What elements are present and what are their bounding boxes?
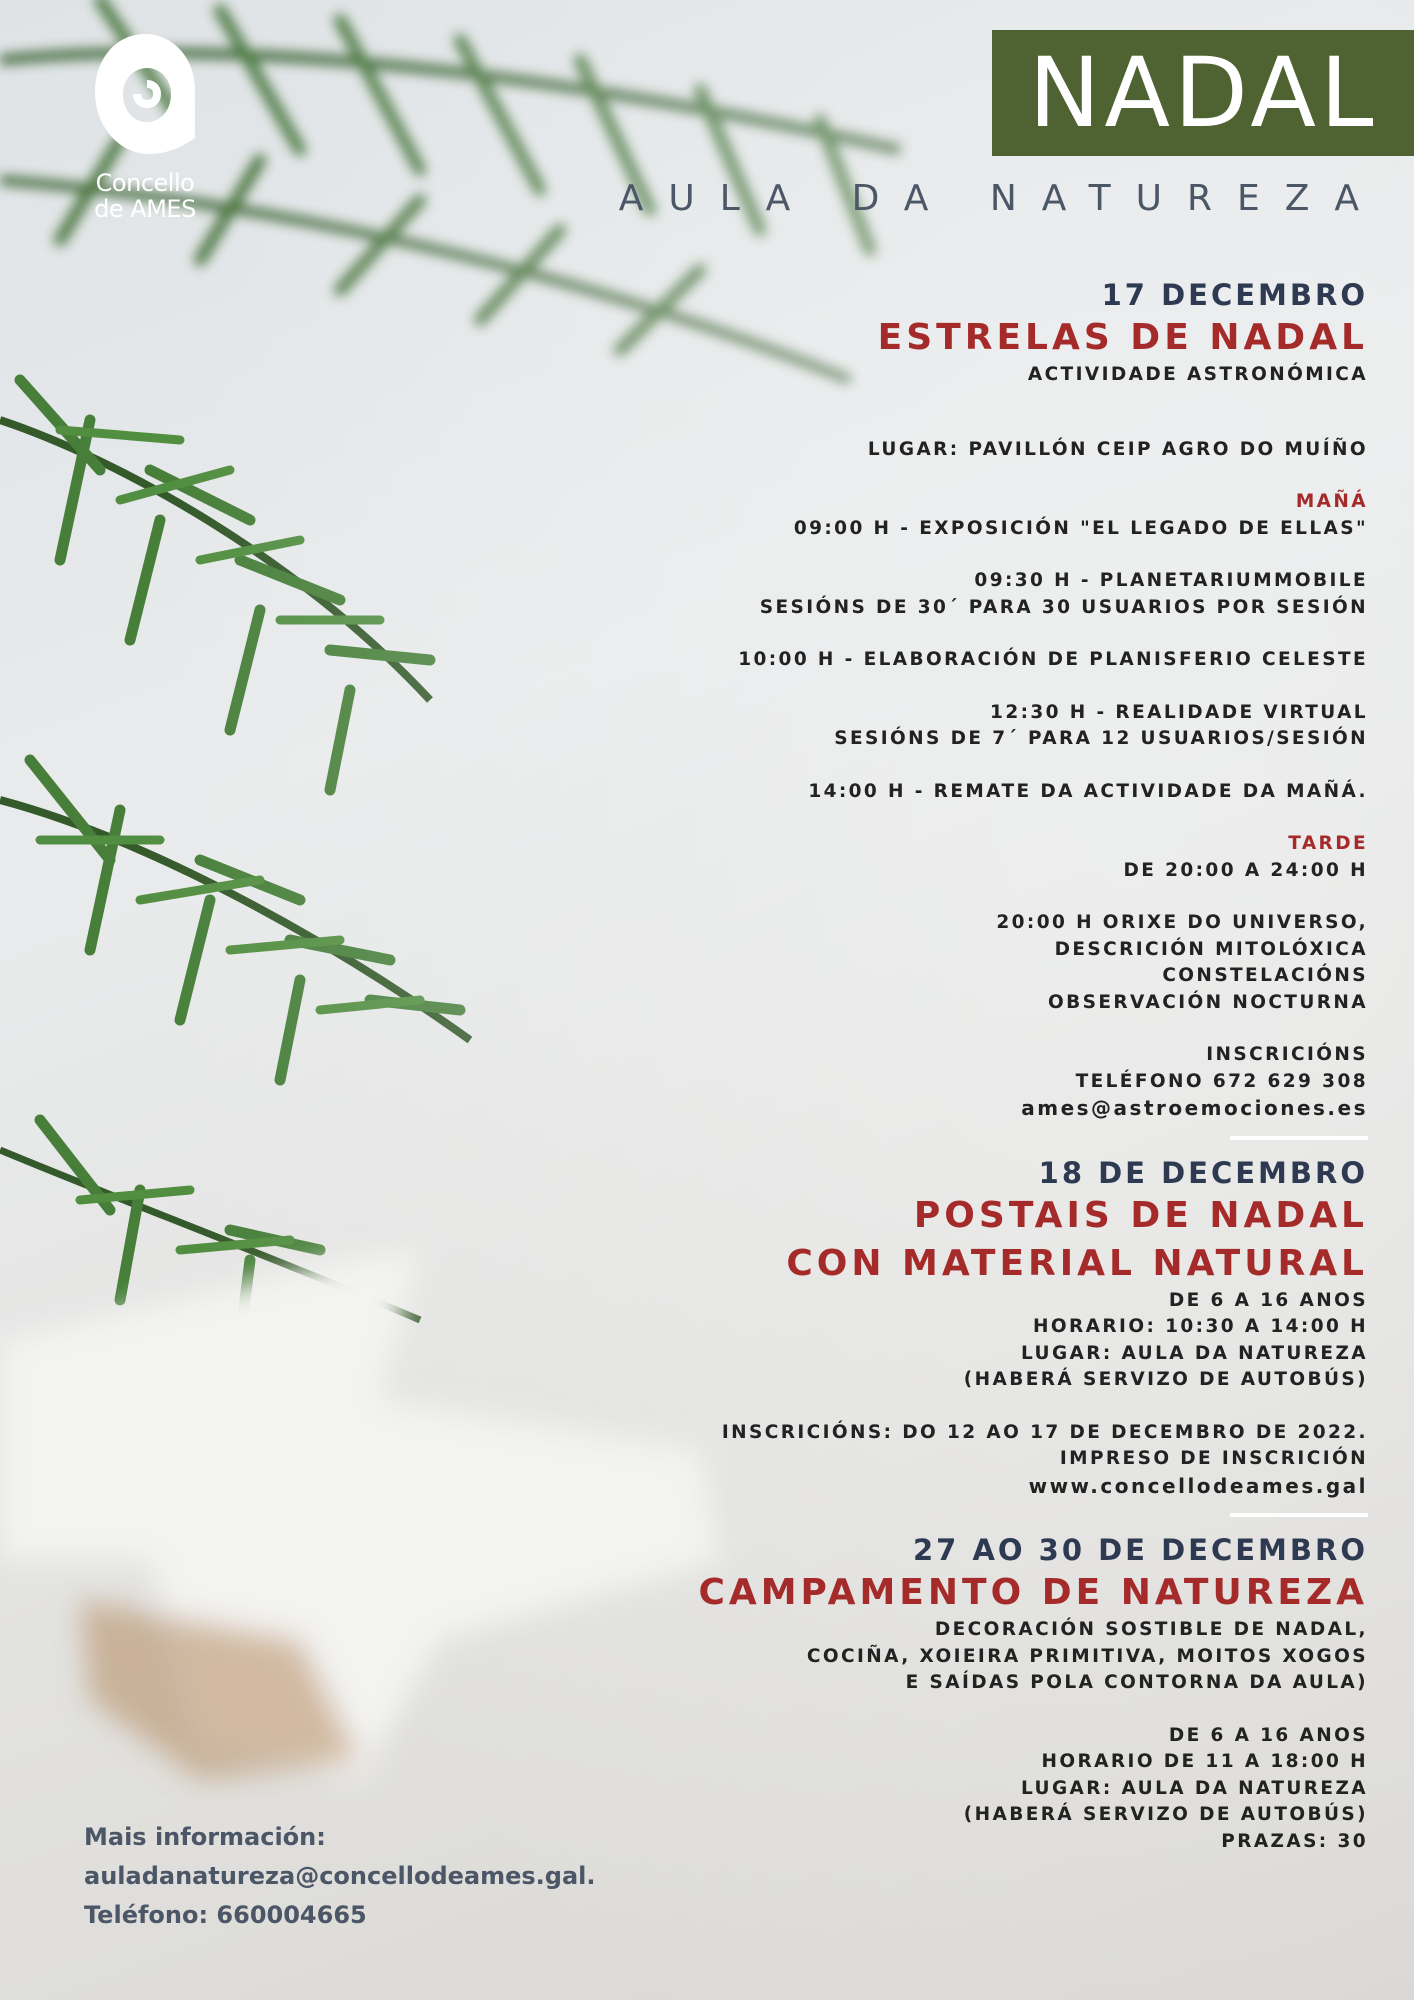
event-detail: DE 6 A 16 ANOS xyxy=(1168,1289,1368,1311)
section-divider xyxy=(1230,1513,1368,1517)
event-title-line-2: CON MATERIAL NATURAL xyxy=(786,1242,1368,1284)
event-title-line-1: POSTAIS DE NADAL xyxy=(913,1194,1368,1236)
schedule-item: SESIÓNS DE 7´ PARA 12 USUARIOS/SESIÓN xyxy=(834,728,1368,749)
event-title: CAMPAMENTO DE NATUREZA xyxy=(698,1572,1368,1613)
page-subtitle: AULA DA NATUREZA xyxy=(618,178,1384,219)
registration-web-link[interactable]: www.concellodeames.gal xyxy=(1028,1473,1368,1498)
more-info xyxy=(84,1818,596,1935)
section-divider xyxy=(1230,1136,1368,1140)
morning-label: MAÑÁ xyxy=(1295,491,1368,512)
event-place: LUGAR: PAVILLÓN CEIP AGRO DO MUÍÑO xyxy=(867,438,1368,460)
event-detail: HORARIO: 10:30 A 14:00 H xyxy=(1033,1316,1368,1337)
schedule-item: 10:00 H - ELABORACIÓN DE PLANISFERIO CELESTE xyxy=(738,649,1368,670)
more-info-email[interactable]: auladanatureza@concellodeames.gal. xyxy=(84,1862,596,1890)
logo-line-2: de AMES xyxy=(94,195,196,223)
event-estrelas-de-nadal xyxy=(608,276,1368,1122)
logo-text xyxy=(80,170,210,222)
registration-phone: TELÉFONO 672 629 308 xyxy=(1075,1070,1368,1092)
event-postais-de-nadal xyxy=(608,1154,1368,1500)
registration-dates: INSCRICIÓNS: DO 12 AO 17 DE DECEMBRO DE 2022. xyxy=(721,1421,1368,1443)
event-description: COCIÑA, XOIEIRA PRIMITIVA, MOITOS XOGOS xyxy=(806,1645,1368,1667)
event-detail: HORARIO DE 11 A 18:00 H xyxy=(1041,1751,1368,1772)
event-detail: LUGAR: AULA DA NATUREZA xyxy=(1021,1342,1368,1364)
schedule-item: 09:00 H - EXPOSICIÓN "EL LEGADO DE ELLAS" xyxy=(793,517,1368,539)
logo-line-1: Concello xyxy=(95,169,195,197)
schedule-item: DESCRICIÓN MITOLÓXICA xyxy=(1054,938,1368,960)
registration-label: INSCRICIÓNS xyxy=(1206,1044,1368,1065)
concello-logo-icon xyxy=(87,28,203,160)
event-detail: LUGAR: AULA DA NATUREZA xyxy=(1021,1777,1368,1799)
event-date: 27 AO 30 DE DECEMBRO xyxy=(913,1533,1368,1567)
event-description: E SAÍDAS POLA CONTORNA DA AULA) xyxy=(905,1672,1368,1693)
schedule-item: 12:30 H - REALIDADE VIRTUAL xyxy=(990,701,1368,723)
schedule-item: SESIÓNS DE 30´ PARA 30 USUARIOS POR SESIÓN xyxy=(759,596,1368,618)
schedule-item: 14:00 H - REMATE DA ACTIVIDADE DA MAÑÁ. xyxy=(808,780,1368,802)
schedule-item: 09:30 H - PLANETARIUMMOBILE xyxy=(974,570,1368,591)
more-info-label: Mais información: xyxy=(84,1823,326,1851)
event-title: ESTRELAS DE NADAL xyxy=(877,317,1368,358)
event-detail: DE 6 A 16 ANOS xyxy=(1168,1724,1368,1746)
event-subtitle: ACTIVIDADE ASTRONÓMICA xyxy=(1027,364,1368,385)
registration-form: IMPRESO DE INSCRICIÓN xyxy=(1059,1448,1368,1469)
event-date: 18 DE DECEMBRO xyxy=(1038,1155,1368,1190)
afternoon-label: TARDE xyxy=(1288,833,1368,854)
event-date: 17 DECEMBRO xyxy=(1101,278,1368,312)
event-campamento-de-natureza xyxy=(608,1531,1368,1855)
more-info-phone: Teléfono: 660004665 xyxy=(84,1901,367,1929)
afternoon-hours: DE 20:00 A 24:00 H xyxy=(1123,859,1368,881)
registration-email[interactable]: ames@astroemociones.es xyxy=(1021,1096,1368,1120)
schedule-item: CONSTELACIÓNS xyxy=(1162,965,1368,986)
event-detail: PRAZAS: 30 xyxy=(1221,1830,1368,1852)
schedule-item: OBSERVACIÓN NOCTURNA xyxy=(1048,991,1368,1013)
event-description: DECORACIÓN SOSTIBLE DE NADAL, xyxy=(934,1619,1368,1640)
events-column xyxy=(608,276,1368,1855)
event-detail: (HABERÁ SERVIZO DE AUTOBÚS) xyxy=(963,1804,1368,1825)
concello-logo xyxy=(80,28,210,222)
schedule-item: 20:00 H ORIXE DO UNIVERSO, xyxy=(996,912,1368,933)
page-title: NADAL xyxy=(1028,37,1378,149)
event-detail: (HABERÁ SERVIZO DE AUTOBÚS) xyxy=(963,1369,1368,1390)
nadal-title-box xyxy=(992,30,1414,156)
